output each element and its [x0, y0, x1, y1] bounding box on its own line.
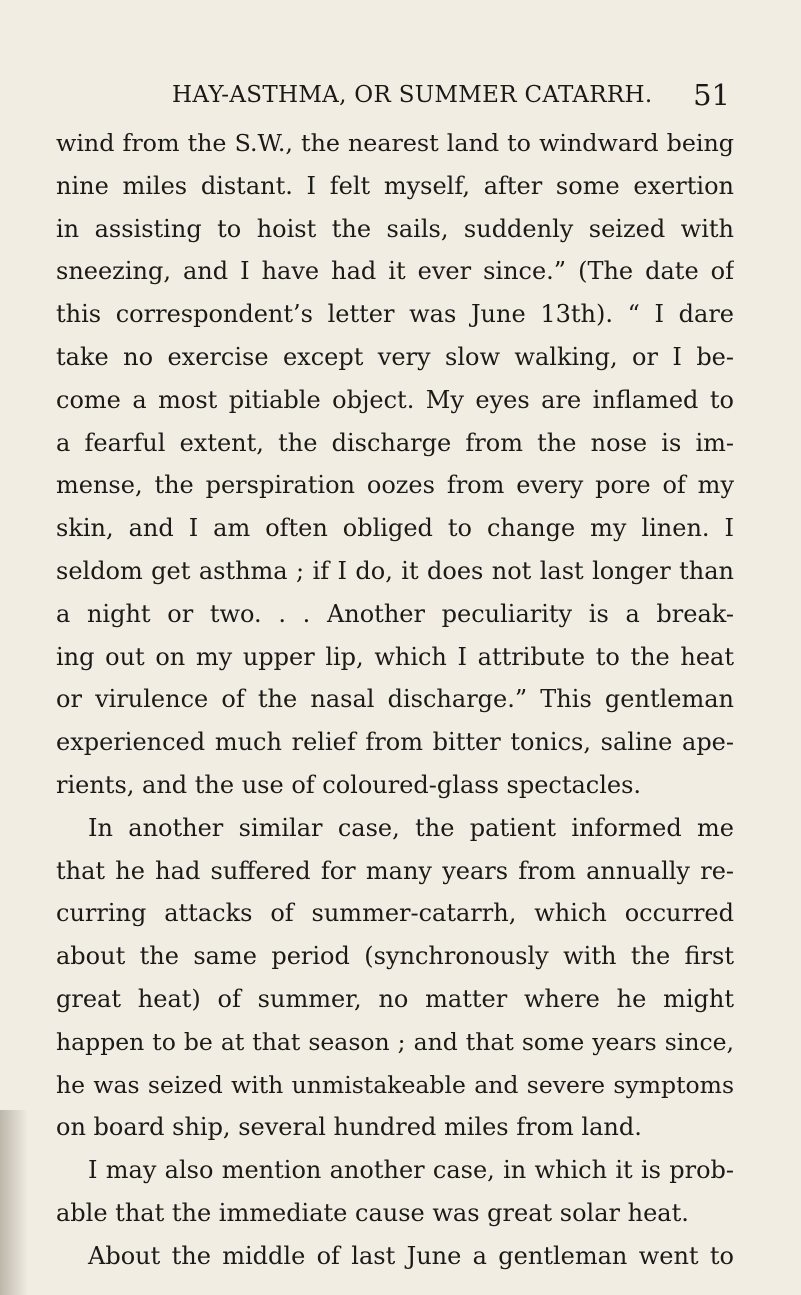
text-line: I may also mention another case, in which it is prob-	[88, 1156, 734, 1185]
text-line: seldom get asthma ; if I do, it does not last longer than	[56, 556, 734, 585]
text-line: great heat) of summer, no matter where he might	[56, 984, 734, 1013]
text-line: this correspondent’s letter was June 13th). “ I dare	[56, 300, 734, 329]
text-line: take no exercise except very slow walking, or I be-	[56, 342, 734, 371]
text-line: curring attacks of summer-catarrh, which occurred	[56, 899, 734, 928]
text-line: ing out on my upper lip, which I attribute to the heat	[56, 642, 734, 671]
text-line: on board ship, several hundred miles from land.	[56, 1113, 642, 1142]
text-line: rients, and the use of coloured-glass spectacles.	[56, 770, 642, 799]
page-number: 51	[693, 78, 730, 112]
text-line: mense, the perspiration oozes from every pore of my	[56, 471, 734, 500]
text-line: a night or two. . . Another peculiarity is a break-	[56, 599, 734, 628]
running-head: HAY-ASTHMA, OR SUMMER CATARRH.	[172, 82, 653, 108]
text-line: experienced much relief from bitter tonics, saline ape-	[56, 728, 734, 757]
text-line: about the same period (synchronously with the first	[56, 942, 734, 971]
text-line: or virulence of the nasal discharge.” This gentleman	[56, 685, 734, 714]
text-line: wind from the S.W., the nearest land to windward being	[56, 129, 734, 157]
text-line: About the middle of last June a gentleman went to	[88, 1241, 734, 1270]
text-line: skin, and I am often obliged to change my linen. I	[56, 514, 734, 543]
text-line: happen to be at that season ; and that some years since,	[56, 1027, 734, 1056]
text-line: come a most pitiable object. My eyes are inflamed to	[56, 385, 734, 414]
text-line: sneezing, and I have had it ever since.” (The date of	[56, 257, 734, 286]
text-line: he was seized with unmistakeable and severe symptoms	[56, 1070, 734, 1099]
text-line: able that the immediate cause was great solar heat.	[56, 1198, 689, 1227]
text-line: nine miles distant. I felt myself, after some exertion	[56, 171, 734, 200]
text-line: that he had suffered for many years from annually re-	[56, 856, 734, 885]
binding-shadow	[0, 1110, 28, 1295]
text-line: in assisting to hoist the sails, suddenly seized with	[56, 214, 734, 243]
text-line: a fearful extent, the discharge from the nose is im-	[56, 428, 734, 457]
body-text	[56, 122, 734, 1278]
text-line: In another similar case, the patient informed me	[88, 813, 734, 842]
